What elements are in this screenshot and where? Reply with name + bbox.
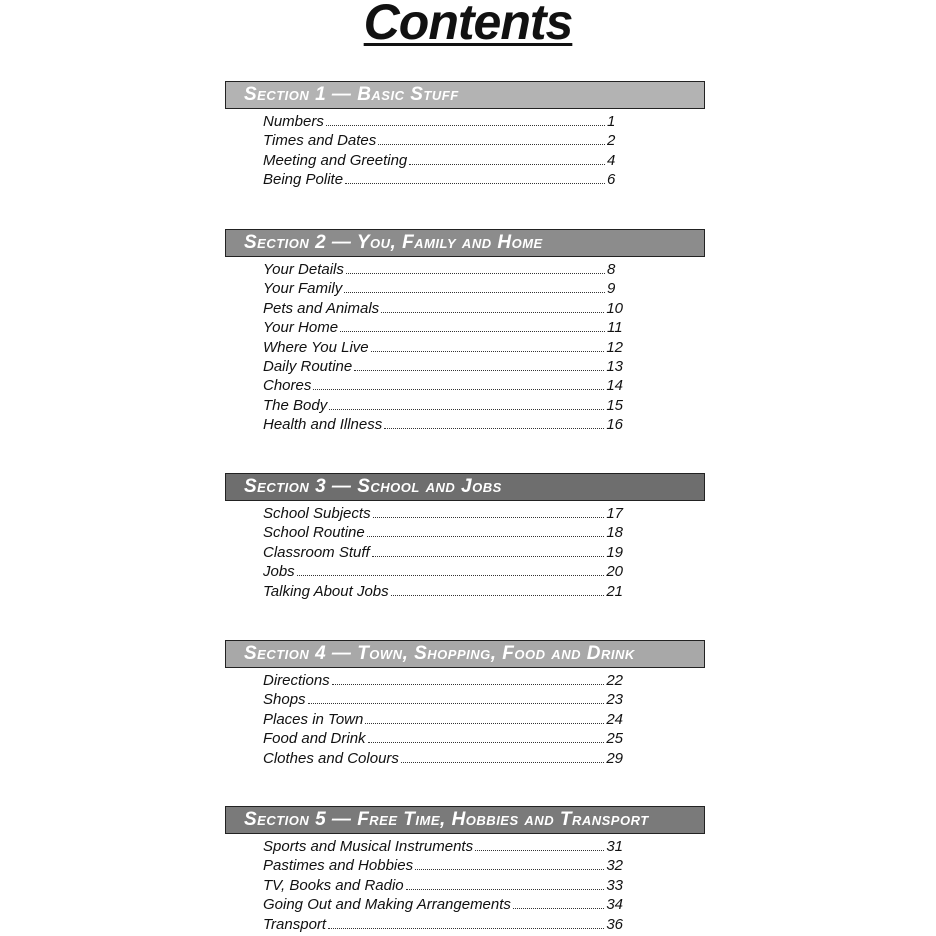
dot-leader — [409, 164, 605, 165]
toc-entry-label: Pets and Animals — [263, 299, 380, 317]
toc-list — [225, 112, 705, 190]
toc-entry-label: Transport — [263, 915, 327, 933]
dot-leader — [297, 575, 605, 576]
dot-leader — [313, 389, 604, 390]
toc-entry-label: Where You Live — [263, 338, 369, 356]
toc-entry-label: Times and Dates — [263, 132, 377, 150]
toc-entry-page-number: 33 — [606, 876, 623, 894]
toc-entry[interactable] — [263, 376, 623, 395]
dot-leader — [391, 595, 605, 596]
toc-entry-page-number: 4 — [607, 151, 616, 169]
toc-entry-label: School Routine — [263, 524, 365, 542]
toc-entry-page-number: 19 — [606, 543, 623, 561]
toc-entry-page-number: 34 — [606, 896, 623, 914]
toc-list — [225, 837, 705, 934]
toc-entry[interactable] — [263, 170, 623, 189]
section-heading: Section 4 — Town, Shopping, Food and Drink — [225, 640, 705, 668]
section-heading: Section 2 — You, Family and Home — [225, 229, 705, 257]
toc-entry[interactable] — [263, 318, 623, 337]
toc-entry[interactable] — [263, 357, 623, 376]
toc-entry-page-number: 8 — [607, 261, 616, 278]
dot-leader — [329, 409, 604, 410]
toc-entry-page-number: 21 — [606, 582, 623, 600]
toc-entry-page-number: 16 — [606, 416, 623, 434]
section-5 — [225, 806, 705, 934]
toc-entry-label: Talking About Jobs — [263, 582, 389, 600]
toc-entry[interactable] — [263, 338, 623, 357]
toc-entry-label: Your Family — [263, 280, 343, 298]
toc-entry-page-number: 23 — [606, 691, 623, 709]
dot-leader — [475, 850, 604, 851]
toc-entry-page-number: 36 — [606, 915, 623, 933]
toc-entry-page-number: 29 — [606, 749, 623, 767]
toc-entry-page-number: 31 — [606, 838, 623, 855]
toc-entry-page-number: 1 — [607, 113, 616, 130]
toc-entry-label: Your Details — [263, 261, 344, 278]
section-heading: Section 3 — School and Jobs — [225, 473, 705, 501]
toc-entry[interactable] — [263, 299, 623, 318]
toc-entry-label: Jobs — [263, 563, 295, 581]
toc-entry[interactable] — [263, 710, 623, 729]
toc-entry-page-number: 12 — [606, 338, 623, 356]
dot-leader — [415, 869, 604, 870]
toc-entry[interactable] — [263, 260, 623, 279]
toc-entry[interactable] — [263, 729, 623, 748]
toc-entry-page-number: 11 — [607, 319, 623, 337]
dot-leader — [332, 684, 605, 685]
toc-entry[interactable] — [263, 151, 623, 170]
toc-entry-label: Classroom Stuff — [263, 543, 370, 561]
toc-entry-label: Chores — [263, 377, 312, 395]
section-3 — [225, 473, 705, 601]
dot-leader — [308, 703, 605, 704]
toc-list — [225, 260, 705, 435]
section-4 — [225, 640, 705, 768]
toc-entry-page-number: 18 — [606, 524, 623, 542]
toc-entry-page-number: 15 — [606, 396, 623, 414]
toc-entry[interactable] — [263, 543, 623, 562]
toc-entry-page-number: 22 — [606, 672, 623, 689]
dot-leader — [367, 536, 605, 537]
dot-leader — [365, 723, 604, 724]
toc-entry-page-number: 10 — [606, 299, 623, 317]
toc-entry-page-number: 17 — [606, 505, 623, 522]
dot-leader — [406, 889, 605, 890]
toc-entry[interactable] — [263, 112, 623, 131]
dot-leader — [401, 762, 604, 763]
dot-leader — [354, 370, 604, 371]
toc-entry-page-number: 13 — [606, 357, 623, 375]
dot-leader — [346, 273, 605, 274]
toc-entry-label: Directions — [263, 672, 330, 689]
toc-entry-label: Shops — [263, 691, 306, 709]
dot-leader — [328, 928, 604, 929]
toc-entry-page-number: 6 — [607, 171, 616, 189]
toc-entry-label: Numbers — [263, 113, 324, 130]
toc-entry-label: Health and Illness — [263, 416, 383, 434]
toc-entry-label: Being Polite — [263, 171, 344, 189]
toc-entry-label: Your Home — [263, 319, 339, 337]
toc-entry[interactable] — [263, 279, 623, 298]
toc-entry[interactable] — [263, 671, 623, 690]
toc-entry-label: School Subjects — [263, 505, 371, 522]
toc-entry-page-number: 32 — [606, 857, 623, 875]
toc-entry[interactable] — [263, 749, 623, 768]
toc-list — [225, 671, 705, 768]
dot-leader — [513, 908, 604, 909]
toc-entry-page-number: 14 — [606, 377, 623, 395]
toc-entry-label: Sports and Musical Instruments — [263, 838, 474, 855]
toc-entry-label: Clothes and Colours — [263, 749, 399, 767]
toc-entry-label: Food and Drink — [263, 730, 366, 748]
toc-entry[interactable] — [263, 582, 623, 601]
dot-leader — [340, 331, 605, 332]
toc-entry[interactable] — [263, 895, 623, 914]
toc-entry[interactable] — [263, 131, 623, 150]
toc-entry-label: Going Out and Making Arrangements — [263, 896, 511, 914]
toc-entry-label: Daily Routine — [263, 357, 353, 375]
dot-leader — [345, 183, 605, 184]
dot-leader — [344, 292, 605, 293]
toc-entry-label: Places in Town — [263, 710, 364, 728]
toc-entry-label: Pastimes and Hobbies — [263, 857, 414, 875]
dot-leader — [378, 144, 605, 145]
toc-entry-page-number: 24 — [606, 710, 623, 728]
dot-leader — [373, 517, 605, 518]
toc-entry[interactable] — [263, 915, 623, 934]
section-2 — [225, 229, 705, 435]
toc-entry[interactable] — [263, 562, 623, 581]
dot-leader — [326, 125, 605, 126]
page-title: Contents — [363, 0, 573, 50]
toc-entry-page-number: 2 — [607, 132, 616, 150]
toc-entry[interactable] — [263, 876, 623, 895]
toc-entry-page-number: 9 — [607, 280, 616, 298]
toc-entry[interactable] — [263, 523, 623, 542]
toc-entry-page-number: 20 — [606, 563, 623, 581]
toc-entry[interactable] — [263, 396, 623, 415]
toc-entry-label: TV, Books and Radio — [263, 876, 404, 894]
toc-entry-page-number: 25 — [606, 730, 623, 748]
toc-entry[interactable] — [263, 415, 623, 434]
toc-entry[interactable] — [263, 837, 623, 856]
dot-leader — [371, 351, 605, 352]
dot-leader — [372, 556, 605, 557]
dot-leader — [368, 742, 605, 743]
toc-entry-label: The Body — [263, 396, 328, 414]
toc-entry[interactable] — [263, 690, 623, 709]
toc-entry-label: Meeting and Greeting — [263, 151, 408, 169]
toc-list — [225, 504, 705, 601]
section-1 — [225, 81, 705, 190]
dot-leader — [381, 312, 604, 313]
dot-leader — [384, 428, 604, 429]
section-heading: Section 5 — Free Time, Hobbies and Transport — [225, 806, 705, 834]
section-heading: Section 1 — Basic Stuff — [225, 81, 705, 109]
toc-entry[interactable] — [263, 504, 623, 523]
toc-entry[interactable] — [263, 856, 623, 875]
